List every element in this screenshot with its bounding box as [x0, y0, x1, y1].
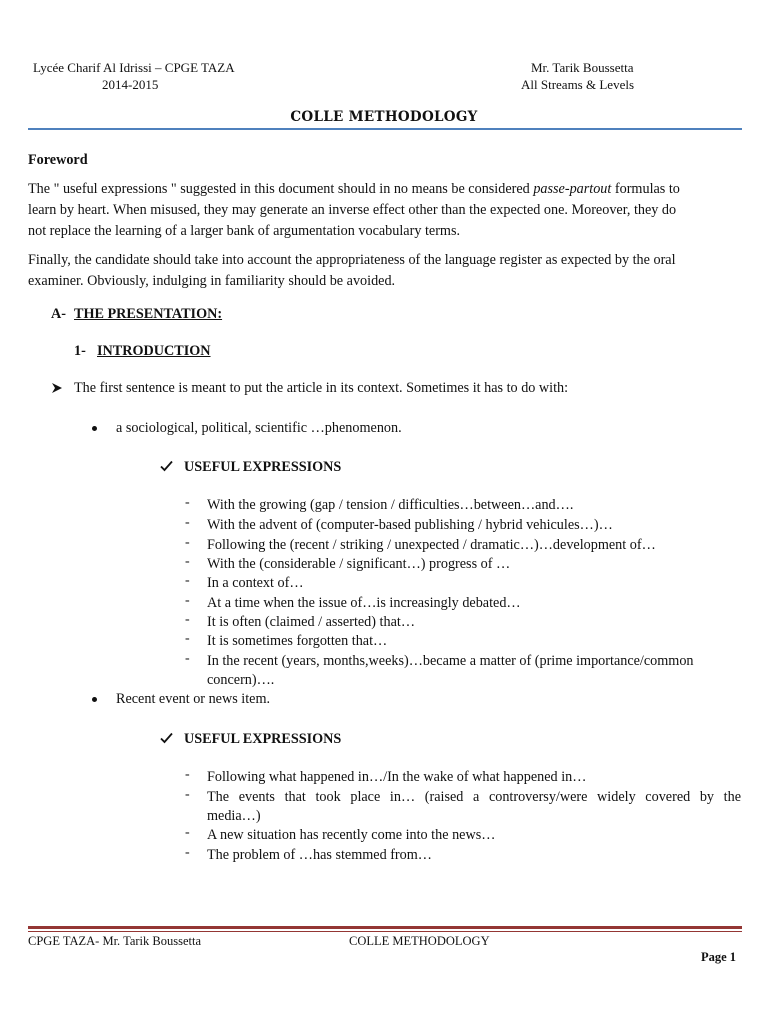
dash-marker: - — [185, 554, 190, 569]
header-teacher: Mr. Tarik Boussetta — [531, 60, 634, 75]
list-item-continuation: concern)…. — [207, 672, 275, 688]
dash-marker: - — [185, 845, 190, 860]
foreword-p1-line1 — [28, 179, 680, 200]
intro-text: The first sentence is meant to put the article in its context. Sometimes it has to do with: — [74, 380, 569, 396]
arrow-bullet-icon — [51, 382, 63, 394]
list-item: In the recent (years, months,weeks)…became a matter of (prime importance/common — [207, 653, 694, 669]
subsection-label: 1- — [74, 343, 86, 359]
useful-expressions-heading: USEFUL EXPRESSIONS — [184, 459, 342, 475]
foreword-p1-line3: not replace the learning of a larger bank of argumentation vocabulary terms. — [28, 223, 461, 239]
foreword-text: formulas to — [611, 181, 680, 197]
list-item: In a context of… — [207, 575, 304, 591]
list-item: With the (considerable / significant…) progress of … — [207, 556, 511, 572]
list-item: Following the (recent / striking / unexpected / dramatic…)…development of… — [207, 537, 656, 553]
foreword-text: The " useful expressions " suggested in this document should in no means be considered — [28, 181, 534, 197]
list-item: Following what happened in…/In the wake of what happened in… — [207, 769, 587, 785]
section-a-title: THE PRESENTATION: — [74, 306, 223, 322]
checkmark-icon — [160, 460, 173, 472]
dash-marker: - — [185, 825, 190, 840]
foreword-p2-line1: Finally, the candidate should take into account the appropriateness of the language register as expected by the oral — [28, 252, 676, 268]
dash-marker: - — [185, 495, 190, 510]
list-item: It is sometimes forgotten that… — [207, 633, 388, 649]
list-item: At a time when the issue of…is increasingly debated… — [207, 595, 521, 611]
page-title: COLLE METHODOLOGY — [290, 109, 478, 125]
useful-expressions-heading: USEFUL EXPRESSIONS — [184, 731, 342, 747]
subsection-title: INTRODUCTION — [97, 343, 211, 359]
checkmark-icon — [160, 732, 173, 744]
list-item: With the growing (gap / tension / difficulties…between…and…. — [207, 497, 574, 513]
foreword-italic-term: passe-partout — [533, 181, 612, 197]
section-a-label: A- — [51, 306, 66, 322]
footer-rule-thin — [28, 931, 742, 932]
list-item: The events that took place in… (raised a controversy/were widely covered by the — [207, 789, 741, 805]
header-year: 2014-2015 — [102, 77, 159, 92]
title-rule — [28, 128, 742, 130]
dash-marker: - — [185, 787, 190, 802]
dash-marker: - — [185, 767, 190, 782]
footer-rule-thick — [28, 926, 742, 929]
dash-marker: - — [185, 515, 190, 530]
footer-author: CPGE TAZA- Mr. Tarik Boussetta — [28, 934, 202, 948]
dash-marker: - — [185, 593, 190, 608]
bullet-news-item: Recent event or news item. — [116, 691, 271, 707]
list-item-continuation: media…) — [207, 808, 261, 824]
foreword-p2-line2: examiner. Obviously, indulging in familiarity should be avoided. — [28, 273, 396, 289]
dash-marker: - — [185, 631, 190, 646]
dash-marker: - — [185, 573, 190, 588]
dash-marker: - — [185, 651, 190, 666]
list-item: The problem of …has stemmed from… — [207, 847, 432, 863]
foreword-heading: Foreword — [28, 152, 88, 168]
header-school: Lycée Charif Al Idrissi – CPGE TAZA — [33, 60, 235, 75]
footer-title: COLLE METHODOLOGY — [349, 934, 490, 948]
page-number: Page 1 — [701, 950, 737, 964]
list-item: It is often (claimed / asserted) that… — [207, 614, 416, 630]
dash-marker: - — [185, 535, 190, 550]
foreword-p1-line2: learn by heart. When misused, they may generate an inverse effect other than the expected one. Moreover, they do — [28, 202, 677, 218]
dash-marker: - — [185, 612, 190, 627]
list-item: A new situation has recently come into the news… — [207, 827, 496, 843]
header-streams: All Streams & Levels — [521, 77, 635, 92]
bullet-phenomenon: a sociological, political, scientific …phenomenon. — [116, 420, 402, 436]
bullet-dot-icon — [92, 697, 97, 702]
list-item: With the advent of (computer-based publishing / hybrid vehicules…)… — [207, 517, 613, 533]
bullet-dot-icon — [92, 426, 97, 431]
